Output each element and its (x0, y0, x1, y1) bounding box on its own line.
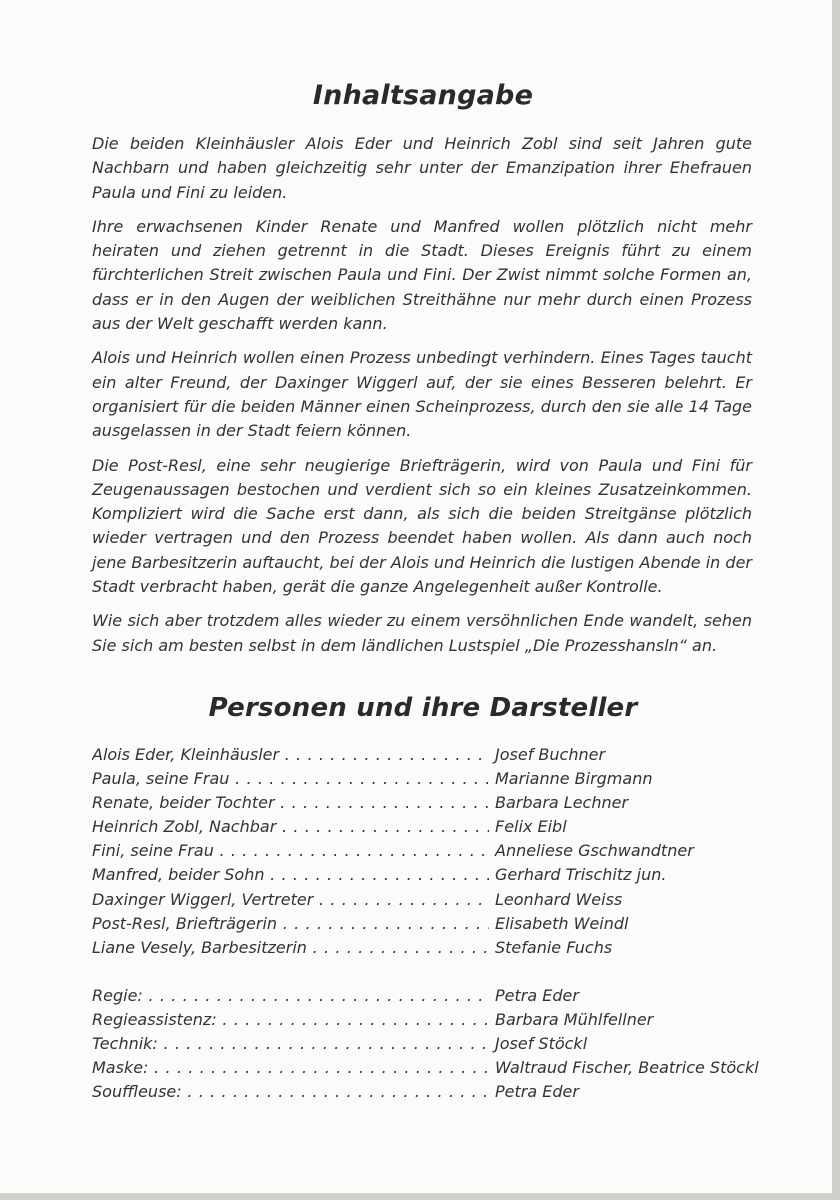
crew-role: Regie: . . . (92, 984, 489, 1008)
summary-heading: Inhaltsangabe (312, 80, 534, 111)
role-name: Manfred, beider Sohn . . . (92, 863, 489, 887)
actor-name: Felix Eibl (495, 817, 567, 837)
crew-role: Souffleuse: . . . (92, 1080, 489, 1104)
role-name: Renate, beider Tochter . . . (92, 791, 489, 815)
role-name: Alois Eder, Kleinhäusler . . . (92, 743, 489, 767)
crew-row (92, 1032, 782, 1056)
crew-row (92, 984, 782, 1008)
crew-member: Petra Eder (495, 1082, 579, 1102)
cast-row (92, 839, 782, 863)
cast-list (92, 743, 782, 960)
cast-row (92, 743, 782, 767)
cast-row (92, 815, 782, 839)
crew-member: Barbara Mühlfellner (495, 1010, 654, 1030)
summary-paragraph: Ihre erwachsenen Kinder Renate und Manfred wollen plötzlich nicht mehr heiraten und ziehen getrennt in die Stadt. Dieses Ereignis führt zu einem fürchterlichen Streit zwischen Paula und Fini. Der Zwist nimmt solche Formen an, dass er in den Augen der weiblichen Streithähne nur mehr durch einen Prozess aus der Welt geschafft werden kann. (92, 216, 752, 334)
role-name: Liane Vesely, Barbesitzerin . . . (92, 936, 489, 960)
crew-list (92, 984, 782, 1104)
crew-role: Regieassistenz: . . . (92, 1008, 489, 1032)
summary-paragraph: Alois und Heinrich wollen einen Prozess unbedingt verhindern. Eines Tages taucht ein alter Freund, der Daxinger Wiggerl auf, der sie eines Besseren belehrt. Er organisiert für die beiden Männer einen Scheinprozess, durch den sie alle 14 Tage ausgelassen in der Stadt feiern können. (92, 348, 752, 441)
cast-row (92, 863, 782, 887)
cast-row (92, 912, 782, 936)
role-name: Paula, seine Frau . . . (92, 767, 489, 791)
actor-name: Marianne Birgmann (495, 769, 653, 789)
crew-row (92, 1008, 782, 1032)
role-name: Daxinger Wiggerl, Vertreter . . . (92, 888, 489, 912)
page-edge-shadow (832, 0, 840, 1200)
crew-row (92, 1080, 782, 1104)
crew-member: Petra Eder (495, 986, 579, 1005)
summary-paragraph: Die Post-Resl, eine sehr neugierige Briefträgerin, wird von Paula und Fini für Zeugenaussagen bestochen und verdient sich so ein kleines Zusatzeinkommen. Kompliziert wird die Sache erst dann, als sich die beiden Streitgänse plötzlich wieder vertragen und den Prozess beendet haben wollen. Als dann auch noch jene Barbesitzerin auftaucht, bei der Alois und Heinrich die lustigen Abende in der Stadt verbracht haben, gerät die ganze Angelegenheit außer Kontrolle. (92, 455, 752, 597)
crew-role: Technik: . . . (92, 1032, 489, 1056)
summary-paragraph: Wie sich aber trotzdem alles wieder zu einem versöhnlichen Ende wandelt, sehen Sie sich am besten selbst in dem ländlichen Lustspiel „Die Prozesshansln“ an. (92, 611, 752, 655)
actor-name: Stefanie Fuchs (495, 937, 613, 957)
actor-name: Elisabeth Weindl (495, 913, 629, 933)
actor-name: Anneliese Gschwandtner (495, 841, 694, 861)
crew-row (92, 1056, 782, 1080)
page-edge-shadow (0, 1193, 840, 1200)
actor-name: Gerhard Trischitz jun. (495, 865, 667, 885)
crew-role: Maske: . . . (92, 1056, 489, 1080)
role-name: Heinrich Zobl, Nachbar . . . (92, 815, 489, 839)
actor-name: Josef Buchner (495, 745, 606, 764)
summary-paragraph: Die beiden Kleinhäusler Alois Eder und Heinrich Zobl sind seit Jahren gute Nachbarn und haben gleichzeitig sehr unter der Emanzipation ihrer Ehefrauen Paula und Fini zu leiden. (92, 134, 752, 202)
crew-member: Waltraud Fischer, Beatrice Stöckl (495, 1058, 759, 1078)
cast-row (92, 936, 782, 960)
summary-text (92, 132, 752, 668)
actor-name: Barbara Lechner (495, 793, 629, 813)
role-name: Post-Resl, Briefträgerin . . . (92, 912, 489, 936)
role-name: Fini, seine Frau . . . (92, 839, 489, 863)
actor-name: Leonhard Weiss (495, 889, 623, 909)
cast-row (92, 888, 782, 912)
cast-row (92, 767, 782, 791)
cast-row (92, 791, 782, 815)
crew-member: Josef Stöckl (495, 1034, 588, 1054)
cast-heading: Personen und ihre Darsteller (208, 693, 638, 723)
